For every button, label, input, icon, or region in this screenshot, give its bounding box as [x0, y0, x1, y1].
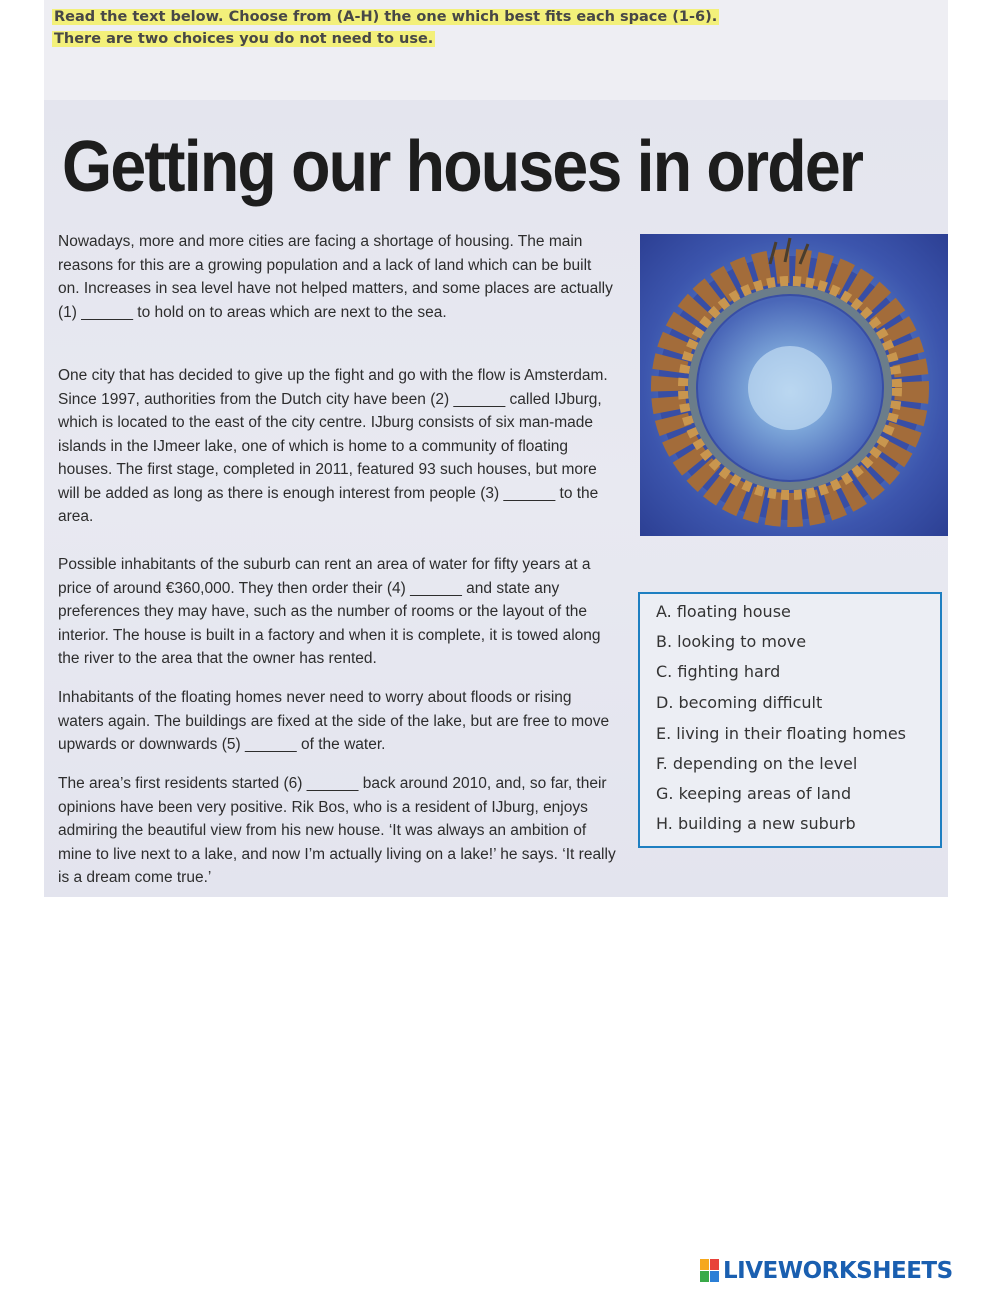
paragraph-1 [58, 230, 613, 324]
gap-2[interactable]: (2) ______ [430, 390, 506, 408]
paragraph-4 [58, 686, 618, 757]
paragraph-5-text-a: The area’s first residents started [58, 775, 284, 792]
option-h[interactable] [656, 814, 856, 833]
liveworksheets-logo-text: LIVEWORKSHEETS [723, 1258, 953, 1284]
option-g[interactable] [656, 784, 851, 803]
gap-3[interactable]: (3) ______ [480, 484, 556, 502]
option-b-text: looking to move [677, 632, 807, 651]
paragraph-1-text-b: to hold on to areas which are next to the sea. [132, 303, 447, 321]
liveworksheets-mark-icon [700, 1259, 720, 1283]
paragraph-2-text-a: One city that has decided to give up the fight and go with the flow is Amsterdam. Since 1997, authorities from the Dutch city have been [58, 367, 608, 408]
option-e[interactable] [656, 724, 906, 743]
paragraph-5-text-b: back around 2010, and, so far, their opinions have been very positive. Rik Bos, who is a resident of IJburg, enjoys admiring the beautiful view from his new house. ‘It was always an ambition of mine to live next to a lake, and now I’m actually living on a lake!’ he says. ‘It really is a dream come true.’ [58, 775, 616, 886]
option-b-letter: B. [656, 632, 673, 651]
instructions-line-2: There are two choices you do not need to use. [54, 31, 434, 47]
option-c-letter: C. [656, 662, 673, 681]
gap-1[interactable]: (1) ______ [58, 303, 133, 321]
option-g-text: keeping areas of land [678, 784, 852, 803]
gap-4[interactable]: (4) ______ [386, 579, 462, 597]
article-title: Getting our houses in order [62, 127, 863, 207]
tiny-planet-photo [640, 234, 948, 536]
option-c-text: fighting hard [677, 662, 781, 681]
option-f[interactable] [656, 754, 857, 773]
paragraph-4-text-a: Inhabitants of the floating homes never need to worry about floods or rising waters again. The buildings are fixed at the side of the lake, but are free to move upwards or downwards [58, 689, 610, 753]
instructions-line-1: Read the text below. Choose from (A-H) the one which best fits each space (1-6). [54, 9, 718, 25]
paragraph-3-text-a: Possible inhabitants of the suburb can rent an area of water for fifty years at a price of around €360,000. They then order their [58, 556, 591, 597]
option-f-text: depending on the level [672, 754, 858, 773]
option-d-text: becoming difficult [678, 693, 823, 712]
instructions [52, 6, 719, 50]
paragraph-2-text-c: to the area. [58, 484, 599, 525]
option-a[interactable] [656, 602, 791, 621]
option-g-letter: G. [656, 784, 674, 803]
paragraph-1-text-a: Nowadays, more and more cities are facing a shortage of housing. The main reasons for this are a growing population and a lack of land which can be built on. Increases in sea level have not helped matters, and some places are actually [58, 233, 613, 297]
option-d[interactable] [656, 693, 822, 712]
option-h-text: building a new suburb [677, 814, 856, 833]
option-a-text: floating house [676, 602, 791, 621]
options-box [638, 592, 942, 848]
option-e-text: living in their floating homes [676, 724, 906, 743]
option-c[interactable] [656, 662, 780, 681]
option-a-letter: A. [656, 602, 672, 621]
paragraph-3 [58, 553, 618, 671]
option-d-letter: D. [656, 693, 674, 712]
gap-5[interactable]: (5) ______ [221, 736, 297, 753]
paragraph-3-text-b: and state any preferences they may have, such as the number of rooms or the layout of the interior. The house is built in a factory and when it is complete, it is towed along the river to the area that the owner has rented. [58, 579, 601, 667]
tiny-planet-graphic [640, 234, 948, 536]
paragraph-4-text-b: of the water. [296, 736, 386, 753]
option-e-letter: E. [656, 724, 672, 743]
option-f-letter: F. [656, 754, 668, 773]
paragraph-2-text-b: called IJburg, which is located to the east of the city centre. IJburg consists of six man-made islands in the IJmeer lake, one of which is home to a community of floating houses. The first stage, completed in 2011, featured 93 such houses, but more will be added as long as there is enough interest from people [58, 390, 602, 502]
option-b[interactable] [656, 632, 806, 651]
paragraph-5 [58, 772, 618, 890]
liveworksheets-logo[interactable] [700, 1256, 953, 1286]
option-h-letter: H. [656, 814, 673, 833]
paragraph-2 [58, 364, 613, 529]
gap-6[interactable]: (6) ______ [283, 775, 359, 792]
